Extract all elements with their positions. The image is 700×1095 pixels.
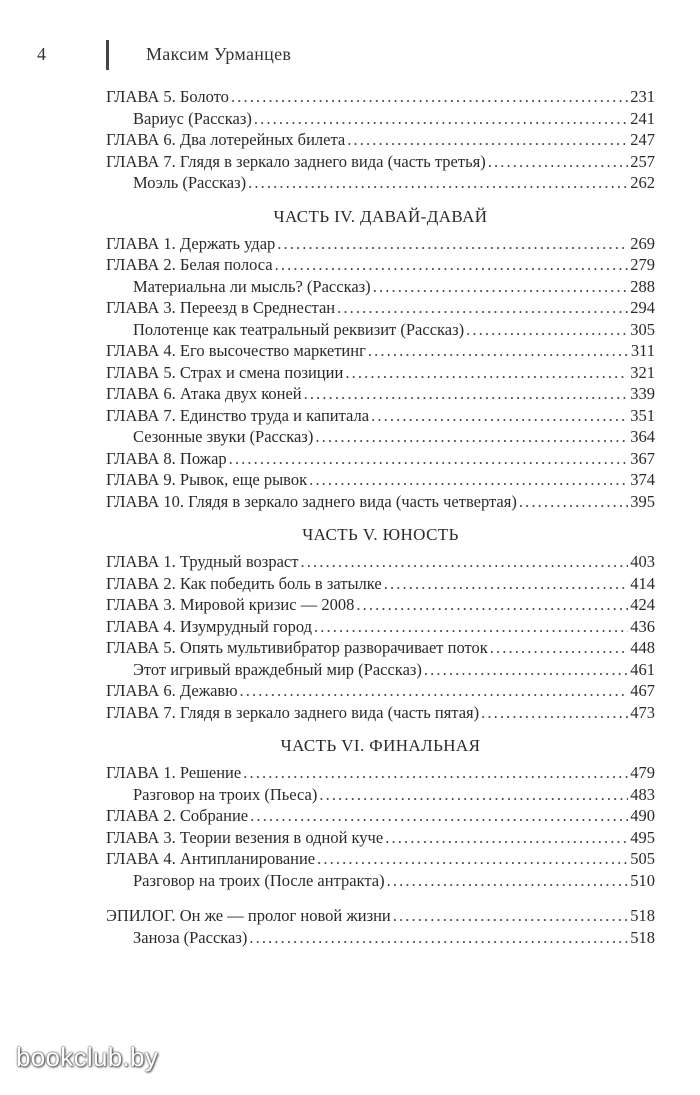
- toc-page-number: 269: [630, 233, 655, 253]
- toc-entry-title: ГЛАВА 8. Пожар: [106, 448, 227, 468]
- toc-entry-title: ГЛАВА 4. Антипланирование: [106, 849, 316, 868]
- toc-entry: [106, 254, 655, 276]
- toc-dot-leader: [488, 151, 629, 173]
- toc-subentry: [106, 319, 655, 341]
- toc-dot-leader: [254, 108, 628, 130]
- toc-entry-title: ГЛАВА 2. Как победить боль в затылке: [106, 573, 382, 593]
- toc-entry: [106, 905, 655, 927]
- toc-subentry: [106, 426, 655, 448]
- toc-page-number: 294: [630, 298, 655, 317]
- toc-dot-leader: [314, 616, 628, 638]
- toc-entry-title: ГЛАВА 4. Изумрудный город: [106, 616, 313, 636]
- toc-dot-leader: [243, 762, 628, 784]
- toc-dot-leader: [424, 659, 628, 681]
- toc-entry: [106, 702, 655, 724]
- toc-entry-title: ГЛАВА 9. Рывок, еще рывок: [106, 470, 308, 489]
- toc-entry: [106, 848, 655, 870]
- toc-subentry: [106, 784, 655, 806]
- toc-page-number: 374: [630, 470, 655, 489]
- toc-dot-leader: [309, 469, 628, 491]
- toc-dot-leader: [250, 805, 628, 827]
- toc-page-number: 414: [630, 573, 655, 593]
- toc-entry-title: ГЛАВА 5. Опять мультивибратор разворачивает поток: [106, 638, 488, 657]
- part-heading: ЧАСТЬ VI. ФИНАЛЬНАЯ: [280, 736, 481, 755]
- toc-entry-title: ГЛАВА 2. Собрание: [106, 806, 249, 825]
- toc-entry-title: ГЛАВА 7. Глядя в зеркало заднего вида (часть пятая): [106, 702, 480, 722]
- toc-entry-title: ГЛАВА 7. Единство труда и капитала: [106, 405, 370, 425]
- toc-entry: [106, 680, 655, 702]
- toc-entry-title: ГЛАВА 5. Болото: [106, 87, 229, 106]
- toc-page-number: 495: [630, 827, 655, 847]
- toc-entry: [106, 827, 655, 849]
- toc-entry: [106, 616, 655, 638]
- toc-page-number: 364: [630, 427, 655, 446]
- toc-entry: [106, 86, 655, 108]
- part-heading: ЧАСТЬ V. ЮНОСТЬ: [302, 525, 459, 544]
- toc-dot-leader: [277, 233, 628, 255]
- toc-entry-title: ГЛАВА 1. Решение: [106, 763, 242, 782]
- toc-entry: [106, 551, 655, 573]
- toc-page-number: 305: [630, 319, 655, 339]
- toc-entry: [106, 762, 655, 784]
- toc-entry: [106, 573, 655, 595]
- toc-entry-title: Моэль (Рассказ): [133, 173, 247, 192]
- toc-page-number: 510: [630, 870, 655, 890]
- toc-dot-leader: [385, 827, 628, 849]
- toc-entry-title: ГЛАВА 7. Глядя в зеркало заднего вида (часть третья): [106, 151, 486, 171]
- toc-dot-leader: [300, 551, 628, 573]
- toc-entry-title: ЭПИЛОГ. Он же — пролог новой жизни: [106, 906, 391, 925]
- toc-dot-leader: [315, 426, 628, 448]
- toc-subentry: [106, 108, 655, 130]
- toc-entry-title: Этот игривый враждебный мир (Рассказ): [133, 659, 422, 679]
- toc-entry-title: ГЛАВА 3. Теории везения в одной куче: [106, 827, 384, 847]
- toc-page-number: 403: [630, 552, 655, 571]
- running-header-author: Максим Урманцев: [146, 44, 292, 64]
- toc-page-number: 262: [630, 173, 655, 192]
- toc-entry-title: ГЛАВА 3. Мировой кризис — 2008: [106, 595, 355, 614]
- toc-entry-title: ГЛАВА 6. Атака двух коней: [106, 384, 302, 403]
- toc-dot-leader: [319, 784, 628, 806]
- toc-dot-leader: [368, 340, 629, 362]
- toc-dot-leader: [373, 276, 629, 298]
- toc-dot-leader: [304, 383, 629, 405]
- toc-subentry: [106, 172, 655, 194]
- toc-subentry: [106, 659, 655, 681]
- toc-entry-title: ГЛАВА 6. Дежавю: [106, 681, 238, 700]
- toc-page-number: 479: [630, 763, 655, 782]
- toc-entry-title: ГЛАВА 1. Держать удар: [106, 233, 276, 253]
- toc-subentry: [106, 927, 655, 949]
- toc-dot-leader: [249, 927, 628, 949]
- toc-entry: [106, 340, 655, 362]
- toc-page-number: 483: [630, 784, 655, 804]
- part-heading: ЧАСТЬ IV. ДАВАЙ-ДАВАЙ: [273, 206, 488, 226]
- toc-entry: [106, 491, 655, 513]
- toc-dot-leader: [371, 405, 628, 427]
- toc-page-number: 367: [630, 448, 655, 468]
- toc-entry: [106, 362, 655, 384]
- toc-entry-title: Разговор на троих (Пьеса): [133, 784, 318, 804]
- toc-page-number: 436: [630, 616, 655, 636]
- toc-page-number: 467: [630, 681, 655, 700]
- toc-page-number: 321: [630, 362, 655, 382]
- toc-entry: [106, 805, 655, 827]
- toc-entry-title: Материальна ли мысль? (Рассказ): [133, 276, 371, 296]
- toc-page-number: 490: [630, 806, 655, 825]
- toc-entry-title: Заноза (Рассказ): [133, 927, 248, 947]
- toc-entry-title: ГЛАВА 2. Белая полоса: [106, 255, 273, 274]
- toc-page-number: 505: [630, 849, 655, 868]
- toc-dot-leader: [490, 637, 628, 659]
- toc-dot-leader: [317, 848, 628, 870]
- toc-page-number: 339: [630, 384, 655, 403]
- toc-entry-title: Полотенце как театральный реквизит (Рассказ): [133, 319, 465, 339]
- toc-dot-leader: [519, 491, 628, 513]
- toc-page-number: 473: [630, 702, 655, 722]
- toc-dot-leader: [347, 129, 628, 151]
- toc-dot-leader: [231, 86, 628, 108]
- toc-page-number: 461: [630, 659, 655, 679]
- toc-entry-title: Разговор на троих (После антракта): [133, 870, 385, 890]
- toc-entry: [106, 405, 655, 427]
- site-watermark: bookclub.by: [16, 1042, 159, 1072]
- toc-entry-title: ГЛАВА 1. Трудный возраст: [106, 552, 299, 571]
- toc-dot-leader: [248, 172, 628, 194]
- toc-page-number: 231: [630, 87, 655, 106]
- toc-page-number: 518: [630, 906, 655, 925]
- toc-page-number: 518: [630, 927, 655, 947]
- toc-entry: [106, 469, 655, 491]
- toc-dot-leader: [275, 254, 629, 276]
- toc-dot-leader: [240, 680, 629, 702]
- toc-page-number: 288: [630, 276, 655, 296]
- toc-page-number: 424: [630, 595, 655, 614]
- toc-dot-leader: [481, 702, 628, 724]
- toc-subentry: [106, 276, 655, 298]
- toc-dot-leader: [345, 362, 628, 384]
- toc-entry: [106, 297, 655, 319]
- toc-entry-title: Сезонные звуки (Рассказ): [133, 427, 314, 446]
- epilogue-block: [106, 905, 655, 948]
- toc-entry-title: ГЛАВА 10. Глядя в зеркало заднего вида (часть четвертая): [106, 491, 517, 511]
- toc-entry: [106, 637, 655, 659]
- toc-entry: [106, 129, 655, 151]
- toc-entry-title: ГЛАВА 5. Страх и смена позиции: [106, 362, 344, 382]
- toc-entry-title: ГЛАВА 6. Два лотерейных билета: [106, 130, 346, 149]
- toc-entry-title: Вариус (Рассказ): [133, 108, 252, 128]
- toc-page-number: 351: [630, 405, 655, 425]
- toc-dot-leader: [337, 297, 628, 319]
- toc-dot-leader: [387, 870, 629, 892]
- toc-page-number: 241: [630, 108, 655, 128]
- toc-page-number: 395: [630, 491, 655, 511]
- toc-dot-leader: [384, 573, 629, 595]
- header-divider: [106, 40, 109, 70]
- toc-entry: [106, 233, 655, 255]
- toc-page-number: 257: [630, 151, 655, 171]
- toc-dot-leader: [229, 448, 629, 470]
- toc-page-number: 247: [630, 130, 655, 149]
- toc-entry-title: ГЛАВА 3. Переезд в Среднестан: [106, 298, 336, 317]
- toc-page-number: 279: [630, 255, 655, 274]
- toc-subentry: [106, 870, 655, 892]
- toc-entry: [106, 448, 655, 470]
- toc-page-number: 448: [630, 638, 655, 657]
- toc-dot-leader: [356, 594, 628, 616]
- toc-dot-leader: [393, 905, 629, 927]
- toc-entry: [106, 383, 655, 405]
- toc-entry: [106, 151, 655, 173]
- toc-dot-leader: [466, 319, 628, 341]
- table-of-contents: [106, 86, 655, 948]
- page-number: 4: [37, 44, 46, 64]
- toc-entry: [106, 594, 655, 616]
- toc-entry-title: ГЛАВА 4. Его высочество маркетинг: [106, 341, 366, 360]
- toc-page-number: 311: [630, 341, 655, 360]
